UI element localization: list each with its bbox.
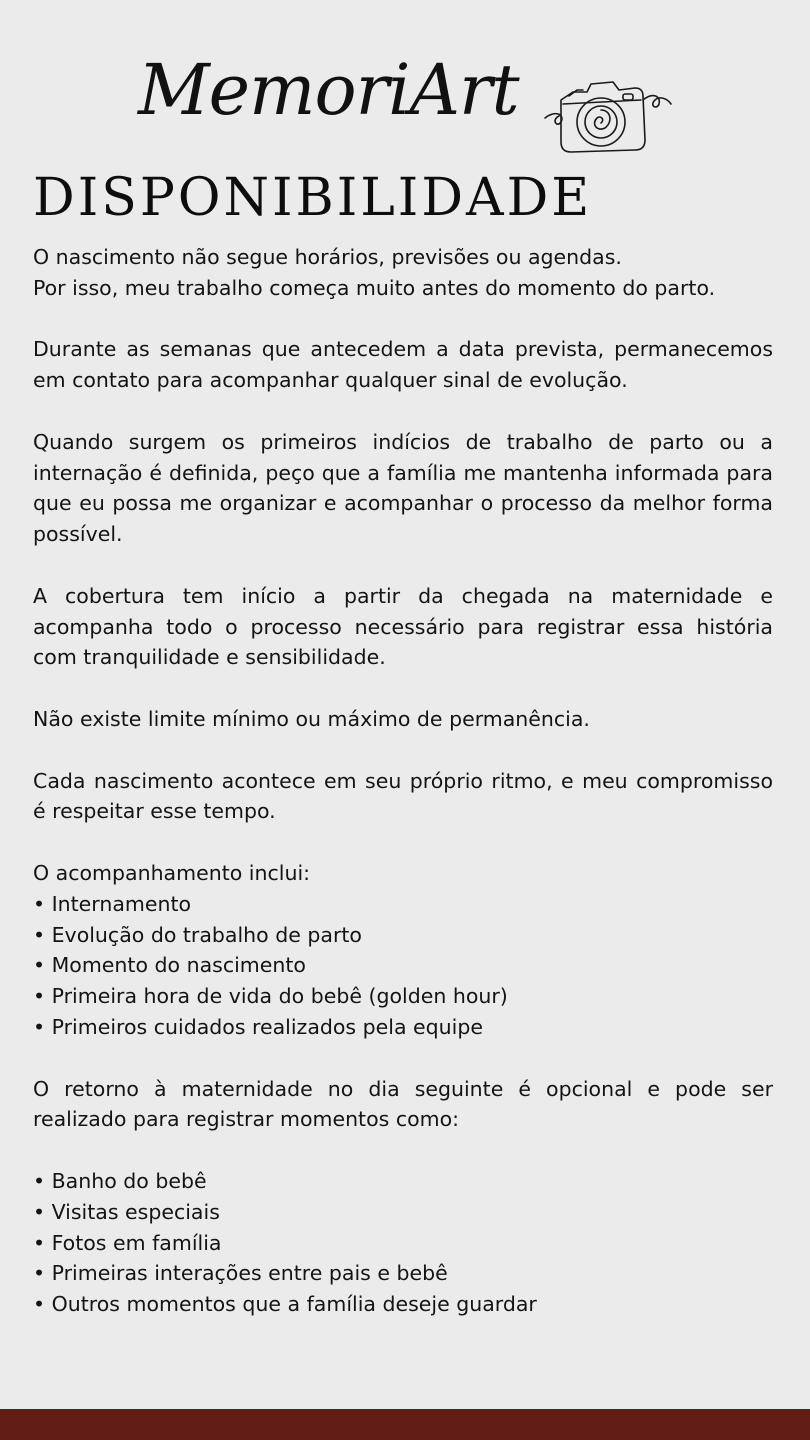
page-title: DISPONIBILIDADE bbox=[33, 168, 593, 228]
brand-name: MemoriArt bbox=[138, 49, 519, 131]
included-section bbox=[33, 858, 773, 1043]
paragraph-permanence: Não existe limite mínimo ou máximo de permanência. bbox=[33, 706, 590, 731]
intro-line-2: Por isso, meu trabalho começa muito antes do momento do parto. bbox=[33, 275, 716, 300]
intro-line-1: O nascimento não segue horários, previsões ou agendas. bbox=[33, 245, 622, 269]
list-item: • Banho do bebê bbox=[33, 1166, 773, 1197]
paragraph-contact: Durante as semanas que antecedem a data prevista, permanecemos em contato para acompanhar qualquer sinal de evolução. bbox=[33, 337, 773, 393]
list-item: • Evolução do trabalho de parto bbox=[33, 920, 773, 951]
intro-paragraph bbox=[33, 242, 773, 304]
included-list bbox=[33, 889, 773, 1043]
content-body bbox=[33, 242, 773, 1320]
paragraph-labor-signs: Quando surgem os primeiros indícios de trabalho de parto ou a internação é definida, peço que a família me mantenha informada para que eu possa me organizar e acompanhar o processo da melhor forma possível. bbox=[33, 429, 773, 547]
list-item: • Primeira hora de vida do bebê (golden hour) bbox=[33, 981, 773, 1012]
camera-icon bbox=[543, 70, 673, 160]
footer-bar bbox=[0, 1409, 810, 1440]
list-item: • Fotos em família bbox=[33, 1228, 773, 1259]
list-item: • Primeiros cuidados realizados pela equipe bbox=[33, 1012, 773, 1043]
list-item: • Visitas especiais bbox=[33, 1197, 773, 1228]
return-visit-paragraph: O retorno à maternidade no dia seguinte é opcional e pode ser realizado para registrar momentos como: bbox=[33, 1076, 773, 1132]
list-item: • Momento do nascimento bbox=[33, 950, 773, 981]
paragraph-coverage: A cobertura tem início a partir da chegada na maternidade e acompanha todo o processo necessário para registrar essa história com tranquilidade e sensibilidade. bbox=[33, 583, 773, 670]
paragraph-rhythm: Cada nascimento acontece em seu próprio ritmo, e meu compromisso é respeitar esse tempo. bbox=[33, 768, 773, 824]
list-item: • Primeiras interações entre pais e bebê bbox=[33, 1258, 773, 1289]
brand-logo bbox=[138, 28, 678, 158]
list-item: • Outros momentos que a família deseje guardar bbox=[33, 1289, 773, 1320]
list-item: • Internamento bbox=[33, 889, 773, 920]
included-heading: O acompanhamento inclui: bbox=[33, 860, 311, 885]
return-visit-list bbox=[33, 1166, 773, 1320]
